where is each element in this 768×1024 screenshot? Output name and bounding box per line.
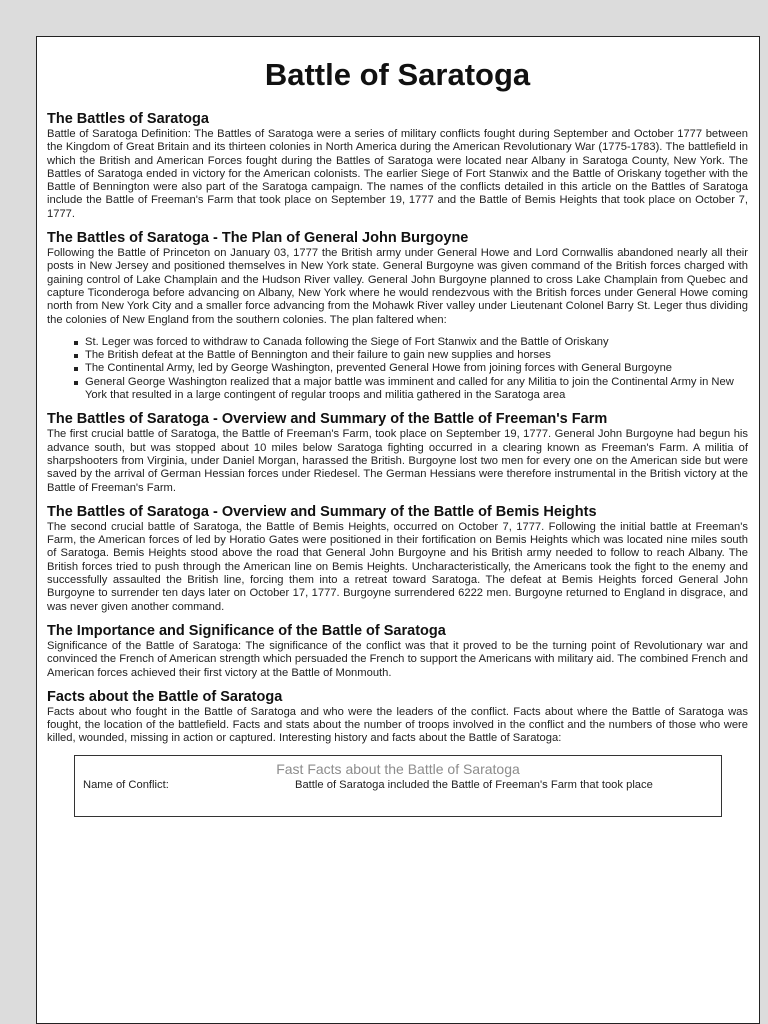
section-heading: The Importance and Significance of the Battle of Saratoga [47,622,446,639]
fast-facts-title: Fast Facts about the Battle of Saratoga [276,760,520,777]
section-paragraph: The first crucial battle of Saratoga, the Battle of Freeman's Farm, took place on September 19, 1777. General John Burgoyne had begun his advance south, but was stopped about 10 miles below Saratoga fighting occurred in a clearing known as Freeman's Farm. A militia of sharpshooters from Virginia, under Daniel Morgan, harassed the British. Burgoyne lost two men for every one on the American side but were saved by the arrival of German Hessian forces under Riedesel. The German Hessians were therefore instrumental in the British victory at the Battle of Freeman's Farm. [47,428,748,494]
section-freemans-farm [47,411,748,494]
list-item: The British defeat at the Battle of Bennington and their failure to gain new supplies and horses [85,349,748,362]
section-significance [47,623,748,680]
section-heading: The Battles of Saratoga - Overview and Summary of the Battle of Bemis Heights [47,503,597,520]
fast-facts-table [74,755,722,817]
list-item: St. Leger was forced to withdraw to Canada following the Siege of Fort Stanwix and the Battle of Oriskany [85,336,748,349]
section-battles [47,111,748,221]
table-row [83,779,713,792]
section-paragraph: The second crucial battle of Saratoga, the Battle of Bemis Heights, occurred on October 7, 1777. Following the initial battle at Freeman's Farm, the American forces of led by Horatio Gates were positioned in their fortification on Bemis Heights which was located nine miles south of Saratoga. Bemis Heights stood above the road that General John Burgoyne and his British army needed to follow to reach Albany. The British forces tried to push through the American line on Bemis Heights. Uncharacteristically, the Americans took the fight to the enemy and successfully assaulted the British line, forcing them into a retreat toward Saratoga. The defeat at Bemis Heights forced General John Burgoyne to surrender ten days later on October 17, 1777. Burgoyne surrendered 6222 men. Burgoyne returned to England in disgrace, and was never given another command. [47,520,748,613]
list-item: The Continental Army, led by George Washington, prevented General Howe from joining forces with General Burgoyne [85,362,748,375]
section-facts [47,689,748,746]
section-paragraph: Following the Battle of Princeton on January 03, 1777 the British army under General Howe and Lord Cornwallis abandoned nearly all their posts in New Jersey and positioned themselves in New York state. General Burgoyne was given command of the British forces charged with gaining control of Lake Champlain and the Hudson River valley. General John Burgoyne planned to cross Lake Champlain from Quebec and capture Ticonderoga before advancing on Albany, New York where he would rendezvous with the British forces under General Howe coming north from New York City and a smaller force advancing from the Mohawk River valley under Lieutenant Colonel Barry St. Leger thus dividing the colonies of New England from the southern colonies. The plan faltered when: [47,247,748,326]
page-title: Battle of Saratoga [264,57,531,92]
bullet-list [47,336,748,402]
fact-label: Name of Conflict: [83,778,169,791]
list-item: General George Washington realized that a major battle was imminent and called for any Militia to join the Continental Army in New York that resulted in a large contingent of regular troops and militia gathered in the Saratoga area [85,376,748,403]
section-heading: The Battles of Saratoga - Overview and Summary of the Battle of Freeman's Farm [47,411,608,428]
section-paragraph: Battle of Saratoga Definition: The Battles of Saratoga were a series of military conflicts fought during September and October 1777 between the Kingdom of Great Britain and its thirteen colonies in North America during the American Revolutionary War (1775-1783). The battlefield in which the British and American Forces fought during the Battles of Saratoga were located near Albany in Saratoga County, New York. The Battles of Saratoga ended in victory for the American colonists. The earlier Siege of Fort Stanwix and the Battle of Oriskany together with the Battle of Bennington were also part of the Saratoga campaign. The names of the conflicts detailed in this article on the Battles of Saratoga include the Battle of Freeman's Farm that took place on September 19, 1777 and the Battle of Bemis Heights that took place on October 7, 1777. [47,128,748,220]
document-page [36,36,760,1024]
section-heading: The Battles of Saratoga - The Plan of General John Burgoyne [47,230,469,247]
fact-value: Battle of Saratoga included the Battle of Freeman's Farm that took place [295,778,653,791]
section-plan [47,230,748,402]
section-heading: The Battles of Saratoga [47,111,209,127]
section-paragraph: Significance of the Battle of Saratoga: The significance of the conflict was that it proved to be the turning point of Revolutionary war and convinced the French of American strength which persuaded the French to support the Americans with military aid. The combined French and American forces achieved their first victory at the Battle of Monmouth. [47,639,748,679]
section-heading: Facts about the Battle of Saratoga [47,688,283,705]
section-bemis-heights [47,504,748,614]
section-paragraph: Facts about who fought in the Battle of Saratoga and who were the leaders of the conflict. Facts about where the Battle of Saratoga was fought, the location of the battlefield. Facts and stats about the number of troops involved in the conflict and the numbers of those who were killed, wounded, missing in action or captured. Interesting history and facts about the Battle of Saratoga: [47,705,748,745]
